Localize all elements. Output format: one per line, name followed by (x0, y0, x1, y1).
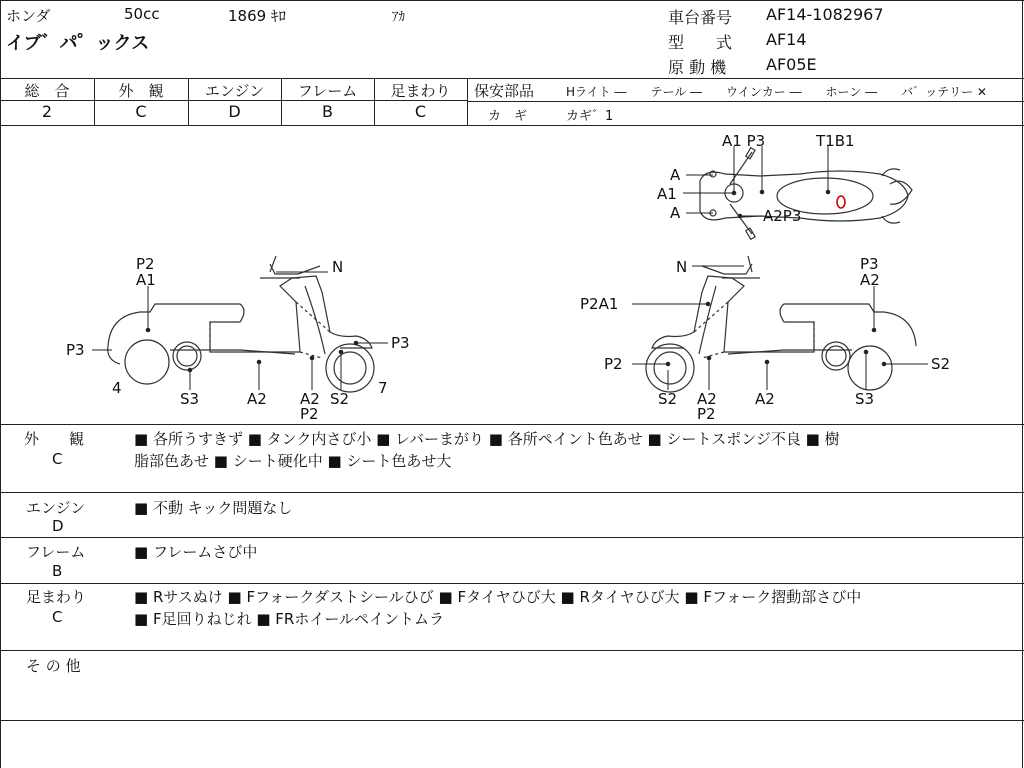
finding-engine-category: エンジン (26, 499, 86, 517)
grade-exterior-value: C (135, 102, 147, 121)
finding-suspension-category: 足まわり (26, 588, 87, 606)
label-right-a2-fork: A2 (697, 390, 717, 408)
label-left-a2-fork: A2 (300, 390, 320, 408)
label-right-s2-front: S2 (658, 390, 678, 408)
grade-frame-value: B (322, 102, 333, 121)
label-left-a2: A2 (247, 390, 267, 408)
label-right-p2a1: P2A1 (580, 295, 619, 313)
grade-engine-value: D (228, 102, 241, 121)
label-right-p3: P3 (860, 255, 879, 273)
frame-top-border (0, 0, 1024, 1)
label-left-4: 4 (112, 379, 122, 397)
label-top-t1b1: T1B1 (816, 132, 855, 150)
findings-line-2 (0, 537, 1024, 538)
finding-frame-grade: B (52, 562, 63, 580)
damage-mark-seat (837, 196, 845, 208)
grade-frame-label: フレーム (297, 82, 358, 100)
finding-exterior-text-2: 脂部色あせ ■ シート硬化中 ■ シート色あせ大 (134, 452, 452, 470)
label-right-a2-body: A2 (755, 390, 775, 408)
finding-frame-category: フレーム (26, 543, 86, 561)
finding-engine-grade: D (52, 517, 64, 535)
finding-frame-text: ■ フレームさび中 (134, 543, 258, 561)
safety-parts-label: 保安部品 (474, 82, 535, 100)
damage-diagram (0, 126, 1022, 424)
safety-row-mid-line (468, 101, 1024, 102)
frame-number-value: AF14-1082967 (766, 5, 884, 24)
key-label: カ ギ (488, 109, 528, 124)
engine-label: 原 動 機 (668, 58, 727, 77)
label-top-a1: A1 (657, 185, 677, 203)
key-value: カギ゛1 (566, 109, 614, 124)
model-name: イブ゛パ゜ックス (6, 33, 150, 54)
color: ｱｶ (392, 10, 405, 25)
label-left-p2: P2 (136, 255, 155, 273)
label-right-p2-fork: P2 (697, 405, 716, 423)
finding-suspension-text: ■ Rサスぬけ ■ Fフォークダストシールひび ■ Fタイヤひび大 ■ Rタイヤひび大 ■ Fフォーク摺動部さび中 (134, 588, 862, 606)
findings-line-1 (0, 492, 1024, 493)
label-right-s3: S3 (855, 390, 875, 408)
label-left-a1: A1 (136, 271, 156, 289)
findings-line-3 (0, 583, 1024, 584)
label-left-p3-front: P3 (391, 334, 410, 352)
label-top-a: A (670, 166, 681, 184)
frame-right-border (1022, 0, 1023, 768)
label-left-p2-fork: P2 (300, 405, 319, 423)
label-top-a1p3: A1 P3 (722, 132, 766, 150)
finding-exterior-text: ■ 各所うすきず ■ タンク内さび小 ■ レバーまがり ■ 各所ペイント色あせ ■ シートスポンジ不良 ■ 樹 (134, 430, 840, 448)
frame-number-label: 車台番号 (668, 8, 733, 27)
grade-suspension-label: 足まわり (390, 82, 451, 100)
displacement: 50cc (124, 5, 160, 23)
label-left-p3: P3 (66, 341, 85, 359)
grade-row-top-line (0, 78, 1024, 79)
finding-suspension-text-2: ■ F足回りねじれ ■ FRホイールペイントムラ (134, 610, 445, 628)
label-top-a2p3: A2P3 (763, 207, 802, 225)
label-right-p2-front: P2 (604, 355, 623, 373)
label-top-a-bottom: A (670, 204, 681, 222)
label-right-n: N (676, 258, 688, 276)
label-left-s2: S2 (330, 390, 350, 408)
findings-bottom-line (0, 720, 1024, 721)
grade-engine-label: エンジン (204, 82, 265, 100)
findings-top-line (0, 424, 1024, 425)
grade-overall-value: 2 (41, 102, 53, 121)
type-value: AF14 (766, 30, 807, 49)
safety-parts-items: Hライト ― テール ― ウインカー ― ホーン ― バ゛ッテリー ✕ (566, 85, 987, 99)
finding-exterior-grade: C (52, 450, 63, 468)
label-right-s2-rear: S2 (931, 355, 951, 373)
finding-other-category: そ の 他 (26, 657, 81, 675)
findings-line-4 (0, 650, 1024, 651)
label-left-n: N (332, 258, 344, 276)
label-right-a2: A2 (860, 271, 880, 289)
finding-exterior-category: 外 観 (24, 430, 85, 448)
type-label: 型 式 (668, 33, 733, 52)
label-left-7: 7 (378, 379, 388, 397)
mileage: 1869 ｷﾛ (228, 7, 286, 25)
grade-divider-5 (467, 78, 468, 125)
finding-suspension-grade: C (52, 608, 63, 626)
label-left-s3: S3 (180, 390, 200, 408)
finding-engine-text: ■ 不動 キック問題なし (134, 499, 293, 517)
grade-suspension-value: C (414, 102, 427, 121)
engine-value: AF05E (766, 55, 817, 74)
grade-exterior-label: 外 観 (118, 82, 164, 100)
maker: ホンダ (6, 7, 51, 25)
grade-overall-label: 総 合 (24, 82, 70, 100)
